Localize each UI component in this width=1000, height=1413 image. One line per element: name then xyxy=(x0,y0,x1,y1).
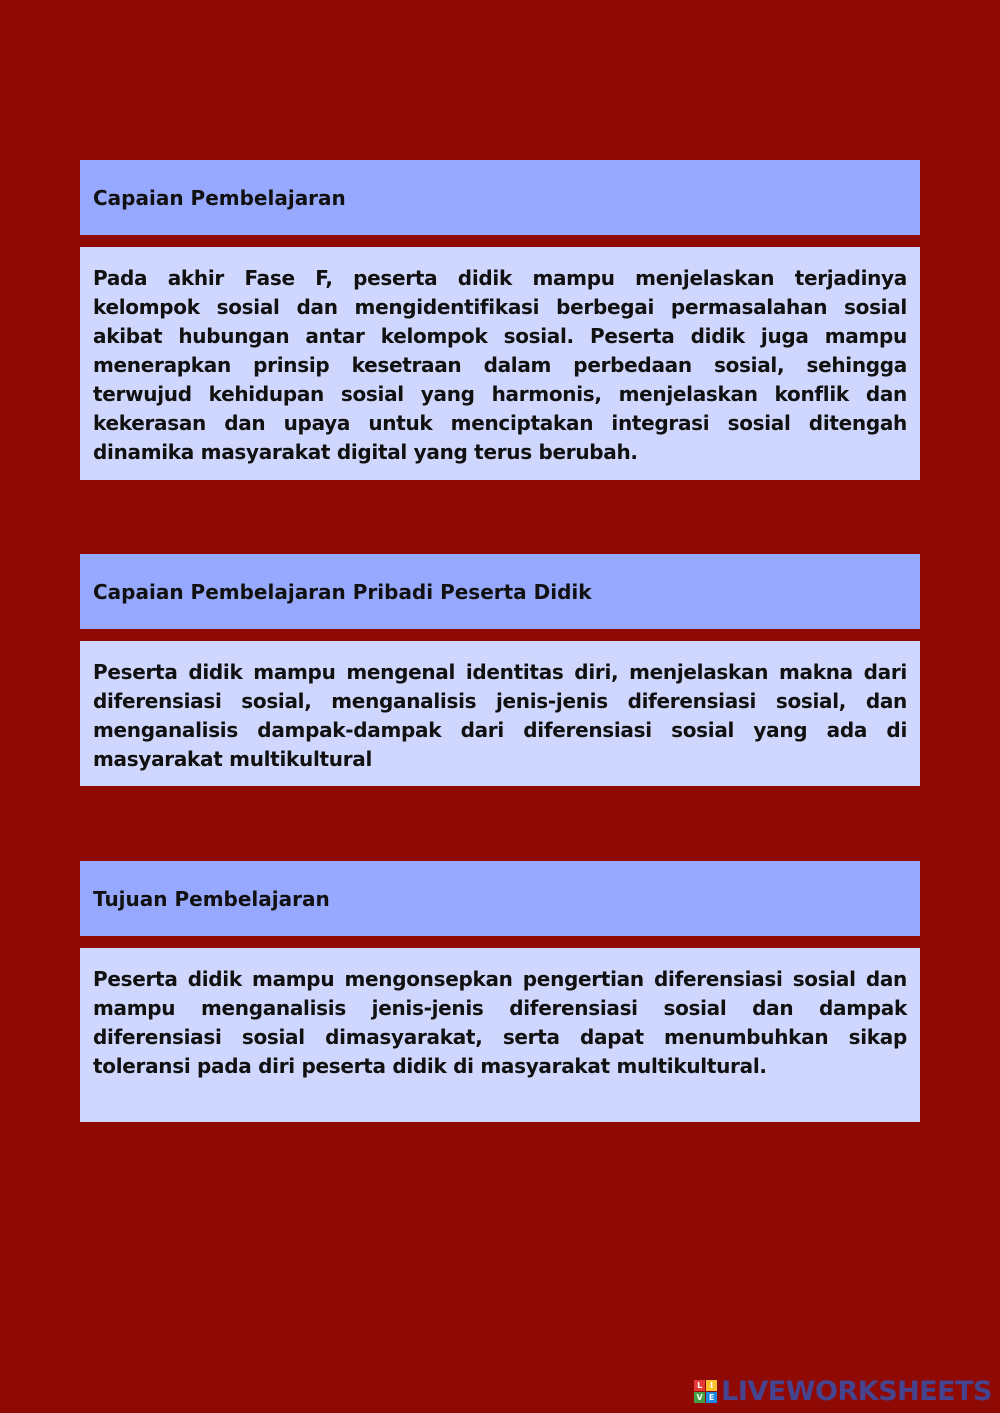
section-body-capaian-pribadi: Peserta didik mampu mengenal identitas diri, menjelaskan makna dari diferensiasi sosial, menganalisis jenis-jenis diferensiasi sosial, dan menganalisis dampak-dampak dari diferensiasi sosial yang ada di masyarakat multikultural xyxy=(80,641,920,786)
section-header-capaian: Capaian Pembelajaran xyxy=(80,160,920,235)
section-body-tujuan: Peserta didik mampu mengonsepkan pengertian diferensiasi sosial dan mampu menganalisis jenis-jenis diferensiasi sosial dan dampak diferensiasi sosial dimasyarakat, serta dapat menumbuhkan sikap toleransi pada diri peserta didik di masyarakat multikultural. xyxy=(80,948,920,1122)
section-header-capaian-pribadi: Capaian Pembelajaran Pribadi Peserta Didik xyxy=(80,554,920,629)
logo-letter-v: V xyxy=(694,1392,705,1403)
logo-letter-l: L xyxy=(694,1380,705,1391)
liveworksheets-watermark xyxy=(694,1376,992,1407)
section-body-capaian: Pada akhir Fase F, peserta didik mampu menjelaskan terjadinya kelompok sosial dan mengidentifikasi berbegai permasalahan sosial akibat hubungan antar kelompok sosial. Peserta didik juga mampu menerapkan prinsip kesetraan dalam perbedaan sosial, sehingga terwujud kehidupan sosial yang harmonis, menjelaskan konflik dan kekerasan dan upaya untuk menciptakan integrasi sosial ditengah dinamika masyarakat digital yang terus berubah. xyxy=(80,247,920,480)
logo-letter-e: E xyxy=(706,1392,717,1403)
watermark-text: LIVEWORKSHEETS xyxy=(721,1376,992,1407)
section-header-tujuan: Tujuan Pembelajaran xyxy=(80,861,920,936)
logo-letter-i: I xyxy=(706,1380,717,1391)
liveworksheets-logo-icon xyxy=(694,1380,717,1403)
